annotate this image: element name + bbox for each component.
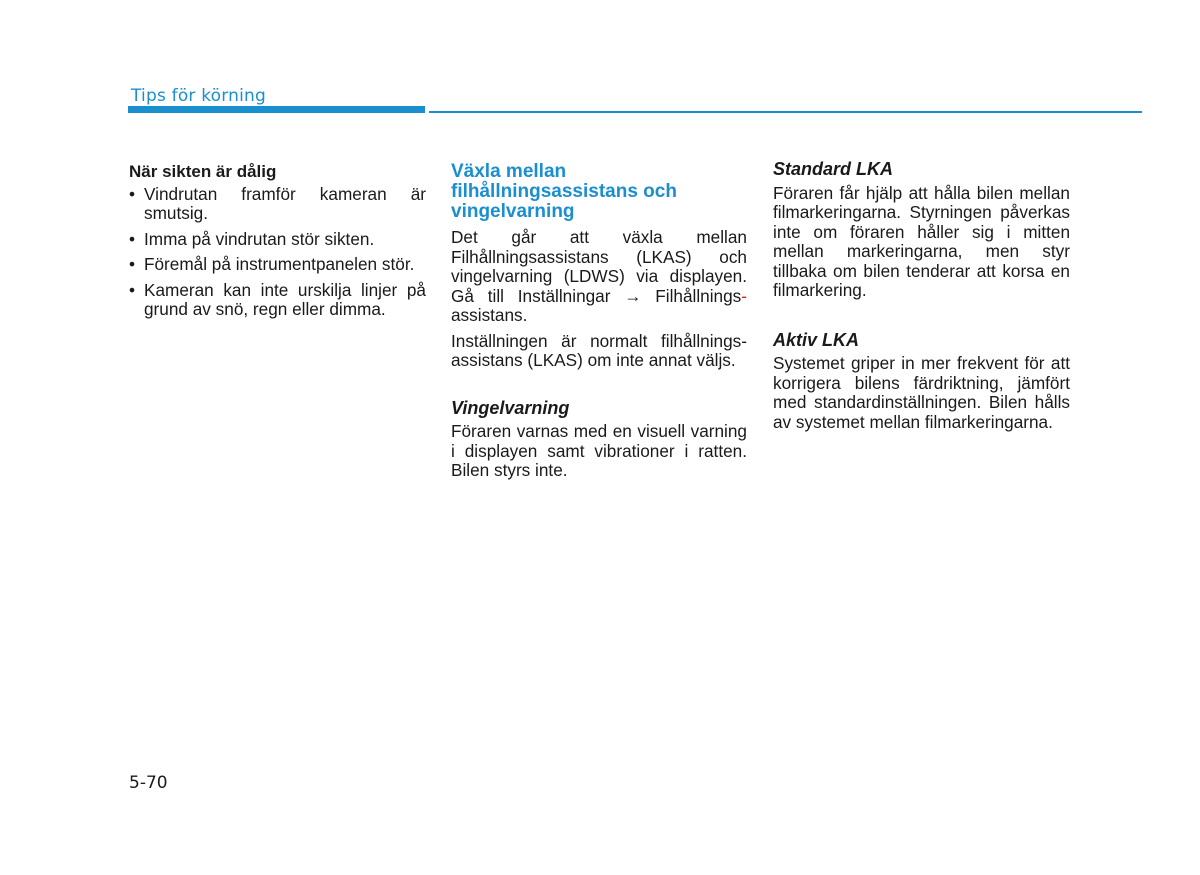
standard-lka-heading: Standard LKA	[773, 159, 894, 179]
list-item	[129, 230, 426, 250]
poor-visibility-list	[129, 185, 426, 320]
bullet-icon: •	[129, 279, 136, 300]
column-right	[773, 160, 1070, 438]
bullet-icon: •	[129, 254, 136, 274]
text-line: vingelvarning (LDWS) via displayen.	[451, 266, 747, 286]
lane-departure-warning-paragraph: Föraren varnas med en visuell varning i displayen samt vibrationer i ratten. Bilen styrs inte.	[451, 421, 747, 480]
default-setting-paragraph: Inställningen är normalt filhållnings-assistans (LKAS) om inte annat väljs.	[451, 330, 747, 370]
hyphen-mark: -	[741, 285, 747, 306]
column-middle	[451, 160, 747, 487]
list-item-text: Kameran kan inte urskilja linjer på grund av snö, regn eller dimma.	[144, 279, 426, 319]
bullet-icon: •	[129, 228, 136, 249]
lane-departure-warning-heading: Vingelvarning	[451, 397, 570, 418]
text-line: Filhållningsassistans (LKAS) och	[451, 246, 747, 267]
list-item-text: Vindrutan framför kameran är smutsig.	[144, 183, 426, 223]
list-item-text: Föremål på instrumentpanelen stör.	[144, 254, 415, 274]
list-item	[129, 255, 426, 275]
section-title: Tips för körning	[131, 86, 267, 106]
list-item-text: Imma på vindrutan stör sikten.	[144, 228, 375, 249]
list-item	[129, 185, 426, 224]
column-left	[129, 160, 426, 326]
text-line	[451, 287, 747, 307]
active-lka-heading: Aktiv LKA	[773, 329, 860, 350]
poor-visibility-heading: När sikten är dålig	[129, 162, 277, 181]
text-line: Det går att växla mellan	[451, 227, 747, 247]
active-lka-paragraph: Systemet griper in mer frekvent för att korrigera bilens färdriktning, jämfört med standardinställningen. Bilen hålls av systemet mellan filmarkeringarna.	[773, 353, 1070, 432]
switch-mode-heading: Växla mellan filhållningsassistans och vingelvarning	[451, 161, 677, 222]
page-number: 5-70	[129, 773, 168, 793]
header-rule-thick	[128, 106, 425, 113]
text-line-part: Gå till Inställningar → Filhållnings	[451, 285, 742, 306]
standard-lka-paragraph: Föraren får hjälp att hålla bilen mellan filmarkeringarna. Styrningen påverkas inte om föraren håller sig i mitten mellan markeringarna, men styr tillbaka om bilen tenderar att korsa en filmarkering.	[773, 182, 1070, 300]
bullet-icon: •	[129, 183, 136, 204]
text-line: assistans.	[451, 305, 528, 325]
switch-mode-paragraph	[451, 228, 747, 326]
list-item	[129, 281, 426, 320]
header-rule-thin	[429, 111, 1142, 113]
